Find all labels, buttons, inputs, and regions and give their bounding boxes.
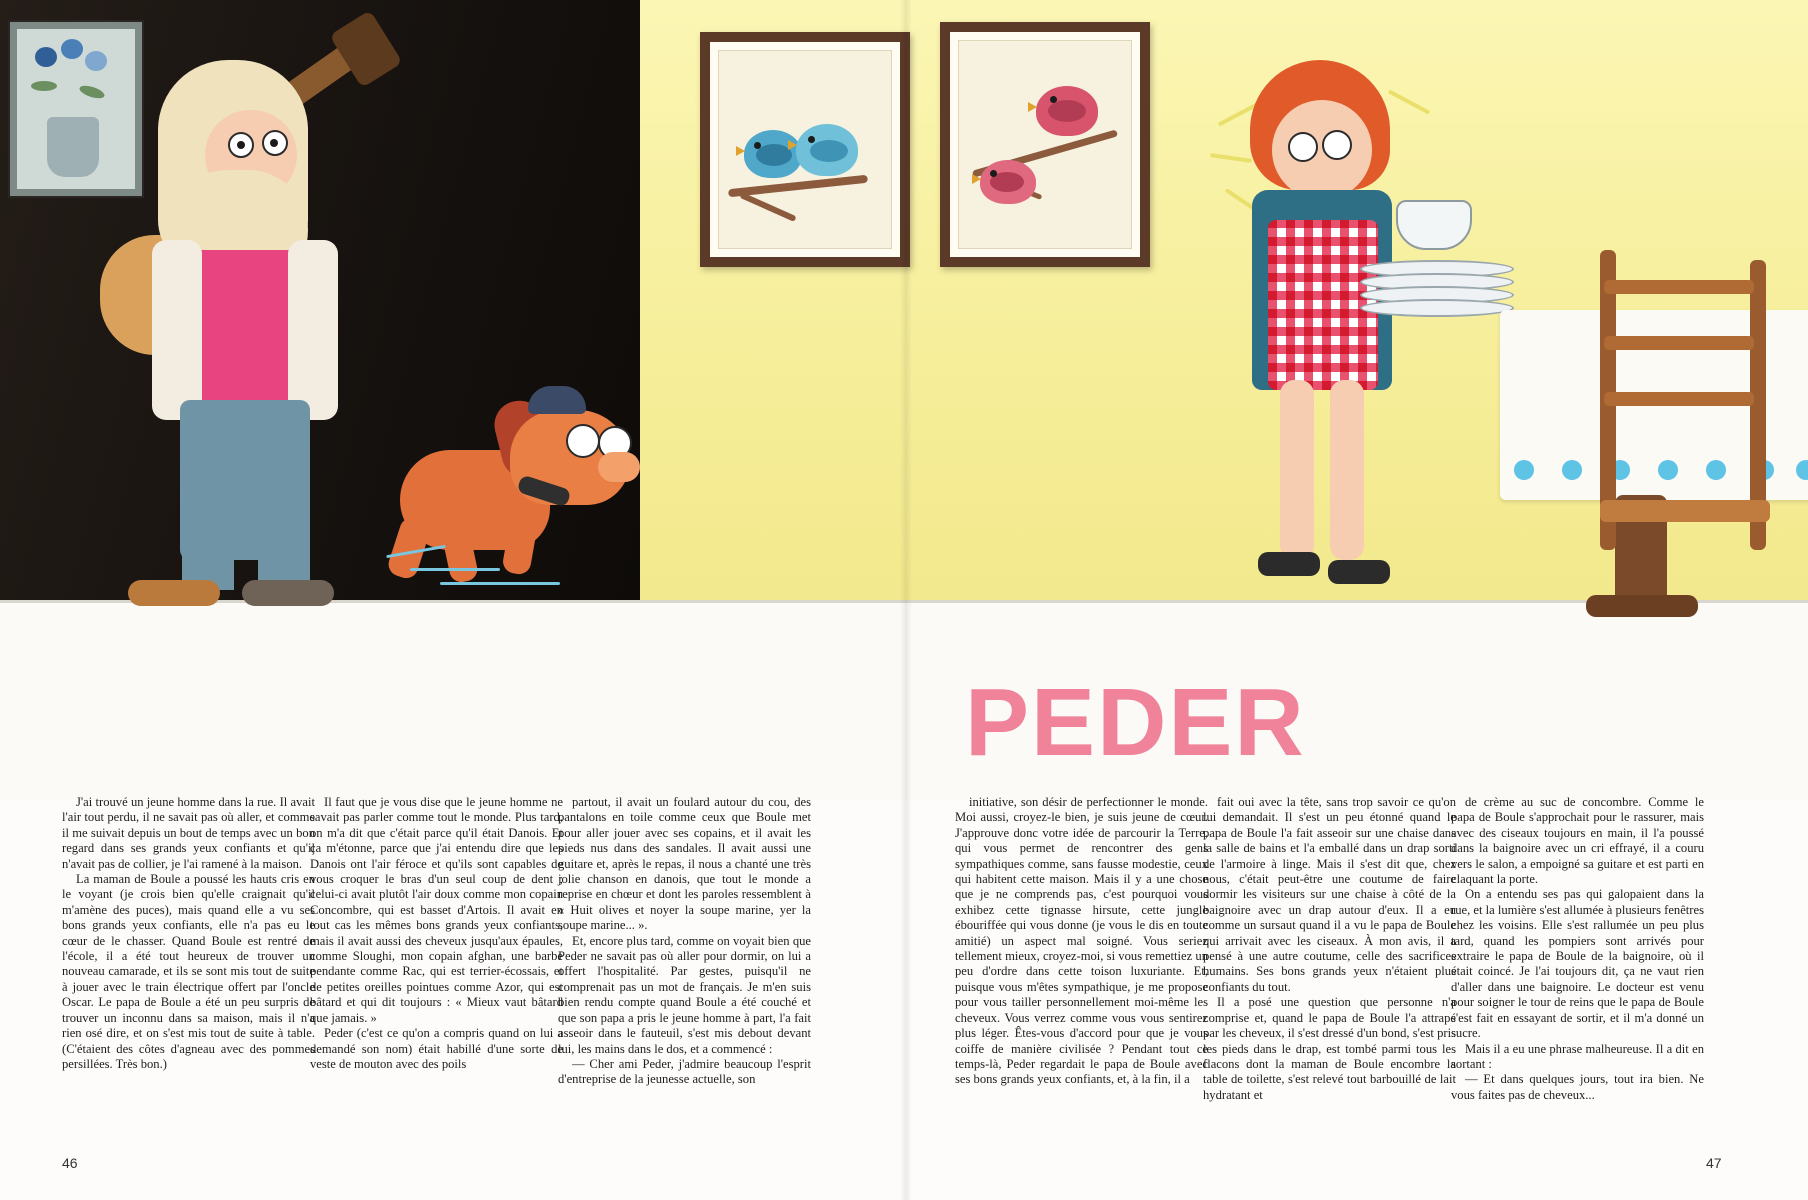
body-text: [0, 795, 1808, 1155]
paragraph: La maman de Boule a poussé les hauts cris en le voyant (je crois bien qu'elle craignait qu'il m'amène des puces), mais quand elle a vu ses bons grands yeux confiants, elle n'a pas eu le cœur de le chasser. Quand Boule est rentré de l'école, il a été tout heureux de trouver un nouveau camarade, et ils se sont mis tout de suite à jouer avec le train électrique offert par l'oncle Oscar. Le papa de Boule a été un peu surpris de trouver un inconnu dans sa maison, mais il n'a rien osé dire, et on s'est mis tout de suite à table. (C'étaient des côtes d'agneau avec des pommes persillées. Très bon.): [62, 872, 315, 1071]
eye: [262, 130, 288, 156]
leaf-shape: [78, 83, 106, 101]
page-number-right: 47: [1706, 1155, 1722, 1171]
vase-shape: [47, 117, 99, 177]
bird-shape: [980, 160, 1036, 204]
shoe: [1258, 552, 1320, 576]
sparkle-line: [1210, 153, 1252, 163]
wooden-chair: [1600, 250, 1780, 610]
dog-eye: [566, 424, 600, 458]
paragraph: — Et dans quelques jours, tout ira bien. Ne vous faites pas de cheveux...: [1451, 1072, 1704, 1102]
dog-snout: [598, 452, 640, 482]
picture-mat: [958, 40, 1132, 249]
bird-eye: [808, 136, 815, 143]
gravy-boat: [1396, 200, 1472, 250]
chair-seat: [1600, 500, 1770, 522]
framed-bird-picture-right: [940, 22, 1150, 267]
sparkle-line: [1388, 89, 1430, 114]
eye: [1288, 132, 1318, 162]
bird-wing: [810, 140, 848, 162]
chair-slat: [1604, 280, 1754, 294]
paragraph: Et, encore plus tard, comme on voyait bien que Peder ne savait pas où aller pour dormir, on lui a offert l'hospitalité. Par gestes, puisqu'il ne comprenait pas un mot de français. Je m'en suis bien rendu compte quand Boule a été couché et que son papa a pris le jeune homme à part, l'a fait asseoir dans le fauteuil, s'est mis debout devant lui, les mains dans le dos, et a commencé :: [558, 933, 811, 1056]
paragraph: de crème au suc de concombre. Comme le papa de Boule s'approchait pour le rassurer, mais avec des ciseaux toujours en main, il l'a poussé dans la baignoire avec un cri effrayé, il a couru vers le salon, a empoigné sa guitare et est parti en claquant la porte.: [1451, 795, 1704, 887]
hippie-guitarist: [110, 50, 370, 610]
bird-shape: [744, 130, 802, 178]
text-column-5: [1203, 795, 1456, 1103]
bird-wing: [756, 144, 792, 166]
eye: [228, 132, 254, 158]
plate-stack: [1360, 260, 1510, 322]
text-column-4: [955, 795, 1208, 1088]
paragraph: fait oui avec la tête, sans trop savoir ce qu'on lui demandait. Il s'est un peu étonné quand le papa de Boule l'a fait asseoir sur une chaise dans la salle de bains et l'a emballé dans un drap sorti de l'armoire à linge. Mais il s'est dit que, chez nous, c'était peut-être une coutume de faire dormir les visiteurs sur une chaise à côté de la baignoire avec un drap autour d'eux. Il a eu comme un sursaut quand il a vu le papa de Boule qui arrivait avec les ciseaux. À mon avis, il a pensé à une autre coutume, celle des sacrifices humains. Ses bons grands yeux n'étaient plus confiants du tout.: [1203, 795, 1456, 994]
framed-bird-picture-left: [700, 32, 910, 267]
paragraph: Il faut que je vous dise que le jeune homme ne savait pas parler comme tout le monde. Plus tard, on m'a dit que c'était parce qu'il était Danois. Et ça m'étonne, parce que j'ai entendu dire que les Danois ont l'air féroce et qu'ils sont capables de vous croquer le bras d'un seul coup de dent ; celui-ci avait plutôt l'air doux comme mon copain Concombre, qui est basset d'Artois. Il avait en tout cas les mêmes bons grands yeux confiants, mais il avait aussi des cheveux jusqu'aux épaules, comme Sloughi, mon copain afghan, une barbe pendante comme Rac, qui est terrier-écossais, et de petites oreilles pointues comme Azor, qui est bâtard et qui dit toujours : « Mieux vaut bâtard que jamais. »: [310, 795, 563, 1025]
paragraph: — Cher ami Peder, j'admire beaucoup l'esprit d'entreprise de la jeunesse actuelle, son: [558, 1056, 811, 1087]
leg: [1280, 380, 1314, 560]
bird-eye: [990, 170, 997, 177]
paragraph: Peder (c'est ce qu'on a compris quand on lui a demandé son nom) était habillé d'une sorte de veste de mouton avec des poils: [310, 1026, 563, 1071]
paragraph: Mais il a eu une phrase malheureuse. Il a dit en sortant :: [1451, 1041, 1704, 1071]
text-column-1: [62, 795, 315, 1072]
chair-slat: [1604, 336, 1754, 350]
bird-beak: [788, 140, 797, 150]
flower-petal: [35, 47, 57, 67]
text-column-6: [1451, 795, 1704, 1103]
sandal: [128, 580, 220, 606]
text-column-3: [558, 795, 811, 1088]
mother-character: [1210, 60, 1510, 620]
bird-beak: [736, 146, 745, 156]
shoe: [1328, 560, 1390, 584]
page-number-left: 46: [62, 1155, 78, 1171]
bird-wing: [1048, 100, 1086, 122]
bird-shape: [1036, 86, 1098, 136]
bird-eye: [754, 142, 761, 149]
sheepskin-vest-left: [152, 240, 202, 420]
dog-cap: [528, 386, 586, 414]
bird-beak: [972, 174, 981, 184]
bird-beak: [1028, 102, 1037, 112]
leg: [1330, 380, 1364, 560]
paragraph: partout, il avait un foulard autour du cou, des pantalons en toile comme ceux que Boule met pour aller jouer avec ses copains, et il avait les pieds nus dans des sandales. Il avait aussi une guitare et, après le repas, il nous a chanté une très jolie chanson en danois, que tout le monde a reprise en chœur et dont les paroles ressemblent à « Huit olives et noyer la soupe marine, yer la soupe marine... ».: [558, 795, 811, 933]
bird-eye: [1050, 96, 1057, 103]
paragraph: J'ai trouvé un jeune homme dans la rue. Il avait l'air tout perdu, il ne savait pas où aller, et comme il me suivait depuis un bout de temps avec un bon regard dans ses grands yeux confiants et qu'il n'avait pas de collier, je l'ai ramené à la maison.: [62, 795, 315, 871]
motion-line: [410, 568, 500, 571]
paragraph: initiative, son désir de perfectionner le monde. Moi aussi, croyez-le bien, je suis jeune de cœur. J'approuve donc votre idée de parcourir la Terre, qui vous permet de rencontrer des gens sympathiques comme, sans fausse modestie, ceux qui habitent cette maison. Mais il y a une chose que je ne comprends pas, c'est pourquoi vous exhibez cette tignasse hirsute, cette jungle ébouriffée qui vous donne (je vous le dis en toute amitié) un aspect mal soigné. Vous seriez tellement mieux, croyez-moi, si vous remettiez un peu d'ordre dans cette toison luxuriante. Et, puisque vous m'êtes sympathique, je me propose pour vous tailler personnellement moi-même les cheveux. Vous verrez comme vous vous sentirez plus léger. Êtes-vous d'accord pour que je vous coiffe de manière civilisée ? Pendant tout ce temps-là, Peder regardait le papa de Boule avec ses bons grands yeux confiants, et, à la fin, il a: [955, 795, 1208, 1087]
paragraph: Il a posé une question que personne n'a comprise et, quand le papa de Boule l'a attrapé par les cheveux, il s'est dressé d'un bond, s'est pris les pieds dans le drap, est tombé parmi tous les flacons dont la maman de Boule encombre la table de toilette, s'est relevé tout barbouillé de lait hydratant et: [1203, 995, 1456, 1102]
sheepskin-vest-right: [288, 240, 338, 420]
motion-line: [440, 582, 560, 585]
eye: [1322, 130, 1352, 160]
dog-character: [370, 390, 640, 600]
chair-slat: [1604, 392, 1754, 406]
flower-petal: [61, 39, 83, 59]
paragraph: On a entendu ses pas qui galopaient dans la rue, et la lumière s'est allumée à plusieurs fenêtres chez les voisins. Elle s'est rallumée un peu plus tard, quand les pompiers sont arrivés pour extraire le papa de Boule de la baignoire, où il était coincé. Je l'ai toujours dit, ça ne vaut rien d'aller dans une baignoire. Le docteur est venu pour soigner le tour de reins que le papa de Boule s'est fait en essayant de sortir, et il m'a donné un sucre.: [1451, 887, 1704, 1041]
bird-shape: [796, 124, 858, 176]
story-title: PEDER: [965, 669, 1306, 776]
leaf-shape: [31, 81, 57, 91]
text-column-2: [310, 795, 563, 1072]
flower-petal: [85, 51, 107, 71]
sandal: [242, 580, 334, 606]
